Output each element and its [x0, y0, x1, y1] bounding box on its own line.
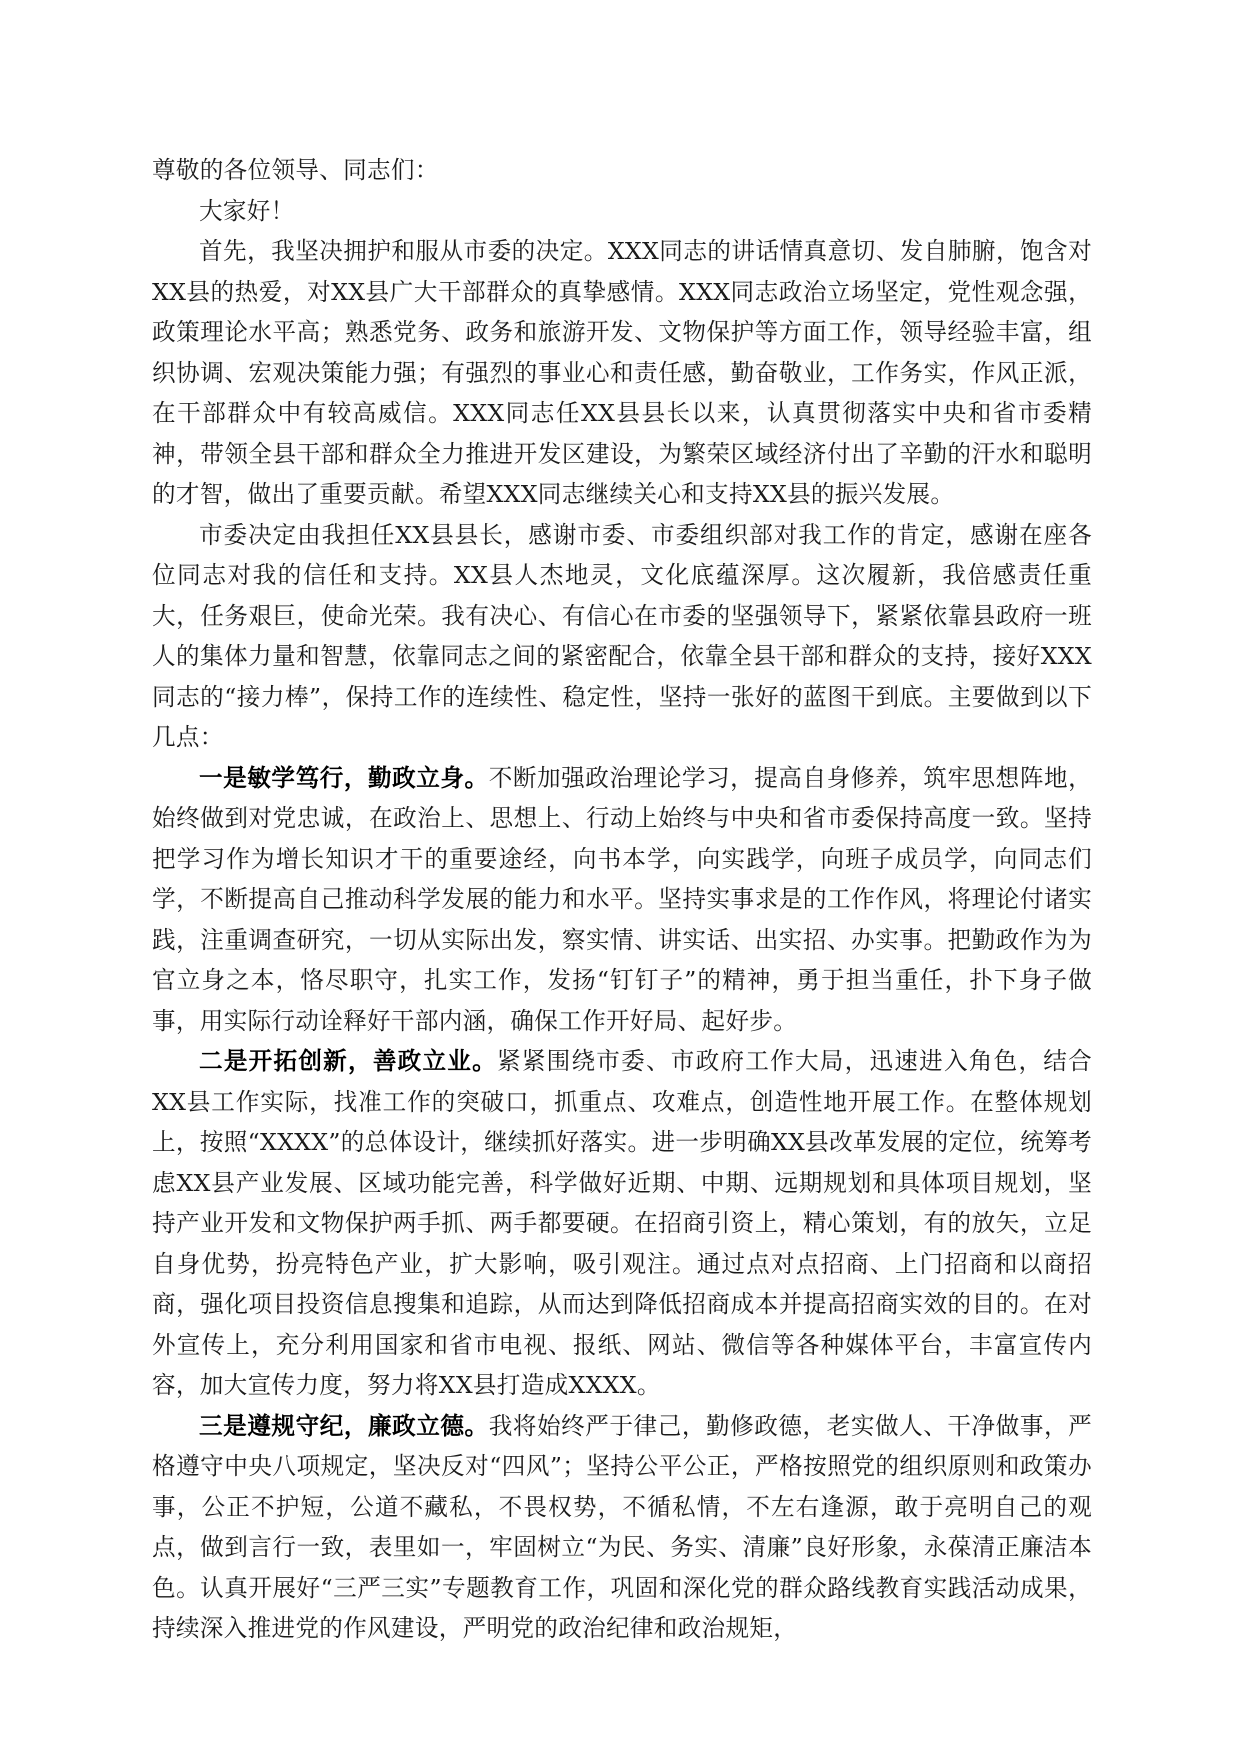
point-heading: 二是开拓创新，善政立业。	[199, 1047, 497, 1075]
greeting: 大家好！	[199, 196, 295, 225]
point-heading: 三是遵规守纪，廉政立德。	[199, 1411, 489, 1440]
salutation: 尊敬的各位领导、同志们：	[152, 156, 439, 184]
paragraph-text: 首先，我坚决拥护和服从市委的决定。XXX同志的讲话情真意切、发自肺腑，饱含对XX县的热爱，对XX县广大干部群众的真挚感情。XXX同志政治立场坚定，党性观念强，政策理论水平高；熟悉党务、政务和旅游开发、文物保护等方面工作，领导经验丰富，组织协调、宏观决策能力强；有强烈的事业心和责任感，勤奋敬业，工作务实，作风正派，在干部群众中有较高威信。XXX同志任XX县县长以来，认真贯彻落实中央和省市委精神，带领全县干部和群众全力推进开发区建设，为繁荣区域经济付出了辛勤的汗水和聪明的才智，做出了重要贡献。希望XXX同志继续关心和支持XX县的振兴发展。	[152, 237, 1092, 508]
paragraph-text: 紧紧围绕市委、市政府工作大局，迅速进入角色，结合XX县工作实际，找准工作的突破口，抓重点、攻难点，创造性地开展工作。在整体规划上，按照“XXXX”的总体设计，继续抓好落实。进一步明确XX县改革发展的定位，统筹考虑XX县产业发展、区域功能完善，科学做好近期、中期、远期规划和具体项目规划，坚持产业开发和文物保护两手抓、两手都要硬。在招商引资上，精心策划，有的放矢，立足自身优势，扮亮特色产业，扩大影响，吸引观注。通过点对点招商、上门招商和以商招商，强化项目投资信息搜集和追踪，从而达到降低招商成本并提高招商实效的目的。在对外宣传上，充分利用国家和省市电视、报纸、网站、微信等各种媒体平台，丰富宣传内容，加大宣传力度，努力将XX县打造成XXXX。	[152, 1047, 1092, 1399]
paragraph-text: 我将始终严于律己，勤修政德，老实做人、干净做事，严格遵守中央八项规定，坚决反对“四风”；坚持公平公正，严格按照党的组织原则和政策办事，公正不护短，公道不藏私，不畏权势，不循私情，不左右逢源，敢于亮明自己的观点，做到言行一致，表里如一，牢固树立“为民、务实、清廉”良好形象，永葆清正廉洁本色。认真开展好“三严三实”专题教育工作，巩固和深化党的群众路线教育实践活动成果，持续深入推进党的作风建设，严明党的政治纪律和政治规矩，	[152, 1411, 1092, 1642]
point-heading: 一是敏学笃行，勤政立身。	[199, 763, 489, 792]
paragraph-appointment	[152, 515, 1092, 758]
paragraph-endorsement	[152, 231, 1092, 515]
paragraph-text: 不断加强政治理论学习，提高自身修养，筑牢思想阵地，始终做到对党忠诚，在政治上、思想上、行动上始终与中央和省市委保持高度一致。坚持把学习作为增长知识才干的重要途经，向书本学，向实践学，向班子成员学，向同志们学，不断提高自己推动科学发展的能力和水平。坚持实事求是的工作作风，将理论付诸实践，注重调查研究，一切从实际出发，察实情、讲实话、出实招、办实事。把勤政作为为官立身之本，恪尽职守，扎实工作，发扬“钉钉子”的精神，勇于担当重任，扑下身子做事，用实际行动诠释好干部内涵，确保工作开好局、起好步。	[152, 763, 1092, 1035]
paragraph-point-two	[152, 1041, 1092, 1406]
paragraph-point-one	[152, 758, 1092, 1042]
paragraph-text: 市委决定由我担任XX县县长，感谢市委、市委组织部对我工作的肯定，感谢在座各位同志对我的信任和支持。XX县人杰地灵，文化底蕴深厚。这次履新，我倍感责任重大，任务艰巨，使命光荣。我有决心、有信心在市委的坚强领导下，紧紧依靠县政府一班人的集体力量和智慧，依靠同志之间的紧密配合，依靠全县干部和群众的支持，接好XXX同志的“接力棒”，保持工作的连续性、稳定性，坚持一张好的蓝图干到底。主要做到以下几点：	[152, 520, 1092, 751]
speech-body	[152, 150, 1092, 1649]
paragraph-point-three	[152, 1406, 1092, 1649]
